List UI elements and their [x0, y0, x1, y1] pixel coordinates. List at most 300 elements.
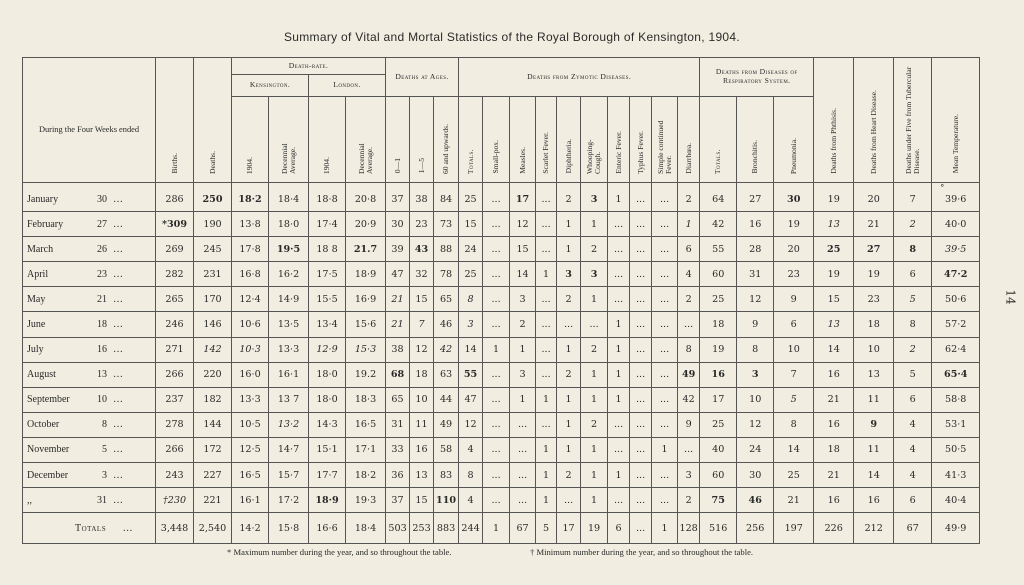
cell-ldec [346, 437, 386, 462]
cell-diarr [678, 412, 700, 437]
cell-diarr [678, 362, 700, 387]
cell-deaths [194, 412, 232, 437]
table-row [23, 312, 980, 337]
cell-value: 7 [790, 369, 797, 381]
cell-kdec [269, 412, 309, 437]
cell-value: 4 [467, 444, 474, 456]
cell-pneu [774, 362, 814, 387]
table-row [23, 437, 980, 462]
table-row [23, 412, 980, 437]
cell-value: 16·2 [277, 268, 300, 280]
row-period [23, 312, 156, 337]
row-period [23, 287, 156, 312]
cell-typhus [630, 262, 652, 287]
row-leader: … [113, 419, 123, 431]
cell-value: ... [613, 494, 624, 506]
cell-ldec [346, 312, 386, 337]
total-a01: 503 [386, 513, 410, 544]
cell-value: 16·5 [239, 469, 261, 481]
cell-tuberc [894, 183, 932, 212]
cell-typhus [630, 412, 652, 437]
row-period [23, 262, 156, 287]
header-zymotic: Deaths from Zymotic Diseases. [459, 58, 700, 97]
cell-value: 78 [439, 268, 453, 280]
cell-value: 15·1 [316, 444, 338, 456]
cell-k1904 [232, 488, 269, 513]
cell-diarr [678, 437, 700, 462]
cell-tuberc [894, 312, 932, 337]
cell-value: 16·0 [239, 369, 261, 381]
cell-value: 190 [203, 218, 222, 230]
cell-heart [854, 237, 894, 262]
cell-a01 [386, 183, 410, 212]
cell-k1904 [232, 362, 269, 387]
cell-value: 1 [615, 394, 622, 406]
total-k1904: 14·2 [232, 513, 269, 544]
cell-diph [557, 387, 581, 412]
cell-phth [814, 312, 854, 337]
row-day: 18 [97, 319, 107, 331]
cell-diph [557, 463, 581, 488]
cell-heart [854, 183, 894, 212]
cell-value: ... [659, 419, 670, 431]
cell-value: 15 [827, 293, 840, 305]
cell-births [156, 337, 194, 362]
cell-value: ... [635, 293, 646, 305]
cell-ldec [346, 212, 386, 237]
cell-phth [814, 488, 854, 513]
cell-smallpox [483, 212, 510, 237]
cell-smallpox [483, 237, 510, 262]
cell-a01 [386, 312, 410, 337]
cell-value: 243 [165, 469, 184, 481]
cell-value: 47 [391, 268, 404, 280]
cell-deaths [194, 488, 232, 513]
cell-diarr [678, 287, 700, 312]
cell-value: 2 [565, 469, 572, 481]
cell-value: 33 [391, 444, 404, 456]
cell-value: 18·2 [238, 193, 262, 205]
cell-ztot [459, 412, 483, 437]
cell-simple [652, 337, 678, 362]
cell-value: ... [491, 218, 501, 230]
table-row [23, 337, 980, 362]
cell-simple [652, 412, 678, 437]
cell-rtot [700, 362, 737, 387]
row-month: October [27, 419, 60, 431]
cell-temp [932, 287, 980, 312]
cell-tuberc [894, 437, 932, 462]
cell-value: 18 [415, 369, 428, 381]
header-enteric: Enteric Fever. [608, 97, 630, 183]
cell-value: 1 [565, 218, 572, 230]
cell-a60 [434, 412, 459, 437]
header-heart: Deaths from Heart Disease. [854, 58, 894, 183]
cell-pneu [774, 212, 814, 237]
cell-a01 [386, 463, 410, 488]
cell-ztot [459, 463, 483, 488]
cell-value: 12 [749, 293, 762, 305]
cell-tuberc [894, 262, 932, 287]
cell-measles [510, 488, 536, 513]
cell-scarlet [536, 312, 557, 337]
cell-l1904 [309, 362, 346, 387]
cell-ztot [459, 362, 483, 387]
row-leader: … [113, 494, 123, 506]
cell-value: 6 [909, 494, 916, 506]
header-deaths-at-ages: Deaths at Ages. [386, 58, 459, 97]
cell-value: 15·7 [277, 469, 300, 481]
cell-bronch [737, 488, 774, 513]
cell-whoop [581, 262, 608, 287]
row-leader: … [113, 394, 123, 406]
cell-typhus [630, 312, 652, 337]
cell-value: 27 [749, 193, 762, 205]
cell-value: 18 [827, 444, 840, 456]
cell-rtot [700, 437, 737, 462]
cell-kdec [269, 437, 309, 462]
cell-a60 [434, 362, 459, 387]
cell-value: 231 [203, 268, 222, 280]
cell-value: 13·5 [277, 319, 300, 331]
cell-diph [557, 237, 581, 262]
cell-value: 42 [439, 344, 453, 356]
cell-ldec [346, 262, 386, 287]
cell-value: 14 [867, 469, 880, 481]
cell-a15 [410, 183, 434, 212]
cell-heart [854, 212, 894, 237]
cell-value: 13·3 [277, 344, 300, 356]
cell-value: 144 [203, 419, 222, 431]
cell-l1904 [309, 337, 346, 362]
cell-l1904 [309, 312, 346, 337]
cell-bronch [737, 387, 774, 412]
cell-typhus [630, 237, 652, 262]
cell-bronch [737, 212, 774, 237]
cell-smallpox [483, 337, 510, 362]
cell-value: ... [491, 268, 501, 280]
cell-scarlet [536, 412, 557, 437]
cell-phth [814, 212, 854, 237]
cell-value: ... [517, 494, 528, 506]
cell-value: ... [635, 268, 646, 280]
cell-value: 19.2 [354, 369, 377, 381]
cell-value: ... [517, 469, 528, 481]
cell-rtot [700, 488, 737, 513]
cell-value: 17·1 [354, 444, 377, 456]
cell-births [156, 237, 194, 262]
cell-value: 1 [615, 193, 622, 205]
cell-value: 25 [712, 419, 725, 431]
cell-kdec [269, 387, 309, 412]
cell-rtot [700, 183, 737, 212]
cell-l1904 [309, 237, 346, 262]
row-period [23, 237, 156, 262]
cell-value: 49 [439, 419, 453, 431]
header-l1904: 1904. [309, 97, 346, 183]
cell-a15 [410, 437, 434, 462]
cell-scarlet [536, 237, 557, 262]
cell-enteric [608, 488, 630, 513]
table-row [23, 387, 980, 412]
cell-k1904 [232, 463, 269, 488]
cell-value: 269 [165, 243, 184, 255]
cell-births [156, 183, 194, 212]
cell-phth [814, 412, 854, 437]
row-period [23, 488, 156, 513]
cell-value: 18·2 [354, 469, 377, 481]
cell-value: 14·7 [277, 444, 300, 456]
cell-value: 9 [752, 319, 759, 331]
cell-value: 18 [712, 319, 725, 331]
row-period [23, 337, 156, 362]
cell-value: 2 [685, 293, 692, 305]
cell-phth [814, 337, 854, 362]
cell-value: 4 [685, 268, 692, 280]
row-leader: … [113, 344, 123, 356]
cell-measles [510, 212, 536, 237]
cell-temp [932, 362, 980, 387]
cell-value: 15 [516, 243, 529, 255]
cell-value: 1 [591, 369, 598, 381]
cell-value: 8 [909, 319, 916, 331]
cell-measles [510, 262, 536, 287]
cell-bronch [737, 463, 774, 488]
header-typhus: Typhus Fever. [630, 97, 652, 183]
cell-a60 [434, 212, 459, 237]
cell-value: ... [635, 419, 646, 431]
cell-a60 [434, 337, 459, 362]
table-row [23, 237, 980, 262]
table-row [23, 212, 980, 237]
cell-births [156, 488, 194, 513]
cell-scarlet [536, 337, 557, 362]
cell-diarr [678, 212, 700, 237]
cell-value: 18·8 [316, 193, 338, 205]
cell-enteric [608, 212, 630, 237]
cell-value: 9 [685, 419, 692, 431]
cell-measles [510, 463, 536, 488]
cell-simple [652, 463, 678, 488]
cell-value: 40·4 [945, 494, 967, 506]
header-death-rate: Death-rate. [232, 58, 386, 75]
cell-value: 39·6 [945, 193, 967, 205]
header-births: Births. [156, 58, 194, 183]
cell-bronch [737, 412, 774, 437]
cell-value: 3 [751, 369, 759, 381]
cell-temp [932, 212, 980, 237]
header-k1904: 1904. [232, 97, 269, 183]
cell-value: ... [684, 319, 694, 331]
cell-value: 41·3 [945, 469, 967, 481]
cell-whoop [581, 183, 608, 212]
cell-value: 65 [439, 293, 453, 305]
cell-k1904 [232, 287, 269, 312]
total-heart: 212 [854, 513, 894, 544]
cell-ztot [459, 312, 483, 337]
row-leader: … [113, 444, 123, 456]
cell-diph [557, 437, 581, 462]
cell-smallpox [483, 412, 510, 437]
cell-value: 30 [391, 218, 404, 230]
header-deaths: Deaths. [194, 58, 232, 183]
cell-value: 8 [909, 243, 917, 255]
cell-value: 16·1 [239, 494, 261, 506]
cell-value: 40·0 [945, 218, 967, 230]
cell-value: 18·0 [316, 369, 338, 381]
cell-kdec [269, 488, 309, 513]
cell-kdec [269, 463, 309, 488]
cell-tuberc [894, 463, 932, 488]
cell-value: 282 [165, 268, 184, 280]
cell-a01 [386, 488, 410, 513]
cell-value: 40 [712, 444, 725, 456]
cell-a01 [386, 237, 410, 262]
cell-value: 58 [439, 444, 453, 456]
total-ldec: 18·4 [346, 513, 386, 544]
cell-value: 18·4 [277, 193, 300, 205]
cell-scarlet [536, 262, 557, 287]
cell-diph [557, 412, 581, 437]
cell-smallpox [483, 463, 510, 488]
cell-value: 17·2 [277, 494, 300, 506]
cell-value: ... [541, 344, 551, 356]
cell-value: ... [491, 494, 501, 506]
cell-deaths [194, 387, 232, 412]
cell-value: 1 [519, 344, 526, 356]
cell-smallpox [483, 312, 510, 337]
row-leader: … [113, 193, 123, 205]
cell-measles [510, 387, 536, 412]
total-enteric: 6 [608, 513, 630, 544]
cell-heart [854, 387, 894, 412]
row-month: ,, [27, 494, 32, 506]
cell-value: 37 [391, 494, 404, 506]
cell-kdec [269, 262, 309, 287]
row-period [23, 387, 156, 412]
cell-heart [854, 412, 894, 437]
cell-a60 [434, 463, 459, 488]
cell-value: 63 [439, 369, 453, 381]
cell-value: 58·8 [945, 394, 967, 406]
cell-deaths [194, 362, 232, 387]
cell-whoop [581, 437, 608, 462]
cell-value: ... [491, 469, 501, 481]
cell-a15 [410, 412, 434, 437]
cell-smallpox [483, 437, 510, 462]
cell-rtot [700, 262, 737, 287]
cell-value: 4 [909, 469, 916, 481]
cell-phth [814, 237, 854, 262]
cell-value: 18 [867, 319, 880, 331]
cell-value: 17·8 [239, 243, 261, 255]
cell-phth [814, 183, 854, 212]
cell-pneu [774, 412, 814, 437]
cell-heart [854, 362, 894, 387]
cell-temp [932, 312, 980, 337]
cell-enteric [608, 262, 630, 287]
cell-diarr [678, 488, 700, 513]
cell-measles [510, 437, 536, 462]
cell-value: 6 [685, 243, 692, 255]
cell-heart [854, 337, 894, 362]
cell-whoop [581, 312, 608, 337]
row-month: February [27, 218, 64, 230]
cell-value: 25 [827, 243, 841, 255]
cell-value: 5 [790, 394, 797, 406]
cell-value: ... [635, 444, 646, 456]
cell-value: 44 [439, 394, 453, 406]
header-pneumonia: Pneumonia. [774, 97, 814, 183]
cell-value: 1 [543, 494, 550, 506]
header-diphtheria: Diphtheria. [557, 97, 581, 183]
cell-value: 15·6 [354, 319, 377, 331]
cell-enteric [608, 237, 630, 262]
cell-temp [932, 337, 980, 362]
cell-value: ... [491, 293, 501, 305]
cell-ztot [459, 212, 483, 237]
cell-value: 31 [749, 268, 762, 280]
cell-value: 1 [543, 394, 550, 406]
cell-typhus [630, 287, 652, 312]
cell-value: 13·8 [239, 218, 261, 230]
cell-value: 2 [565, 369, 572, 381]
row-month: December [27, 469, 69, 481]
cell-value: 50·6 [945, 293, 967, 305]
cell-phth [814, 387, 854, 412]
cell-value: 8 [685, 344, 692, 356]
cell-value: 19 [867, 268, 880, 280]
cell-diph [557, 488, 581, 513]
cell-tuberc [894, 237, 932, 262]
cell-ldec [346, 463, 386, 488]
cell-typhus [630, 337, 652, 362]
cell-value: 237 [165, 394, 184, 406]
header-whooping: Whooping-Cough. [581, 97, 608, 183]
cell-pneu [774, 312, 814, 337]
cell-k1904 [232, 412, 269, 437]
cell-value: ... [635, 494, 646, 506]
cell-value: ... [659, 469, 670, 481]
cell-rtot [700, 237, 737, 262]
cell-value: 25 [787, 469, 800, 481]
cell-diarr [678, 337, 700, 362]
cell-value: 18·9 [354, 268, 377, 280]
cell-value: 14 [516, 268, 529, 280]
cell-simple [652, 362, 678, 387]
cell-value: 1 [615, 319, 622, 331]
header-respiratory-totals: Totals. [700, 97, 737, 183]
cell-simple [652, 437, 678, 462]
cell-a01 [386, 412, 410, 437]
cell-phth [814, 362, 854, 387]
cell-kdec [269, 183, 309, 212]
cell-deaths [194, 262, 232, 287]
cell-value: 11 [867, 444, 880, 456]
cell-value: 21 [827, 394, 840, 406]
cell-value: 19 [787, 218, 800, 230]
cell-value: 1 [615, 344, 622, 356]
cell-whoop [581, 463, 608, 488]
table-row [23, 262, 980, 287]
cell-bronch [737, 262, 774, 287]
cell-value: ... [659, 193, 670, 205]
cell-pneu [774, 237, 814, 262]
cell-tuberc [894, 287, 932, 312]
cell-value: 170 [203, 293, 222, 305]
cell-kdec [269, 312, 309, 337]
cell-value: 16 [415, 444, 428, 456]
